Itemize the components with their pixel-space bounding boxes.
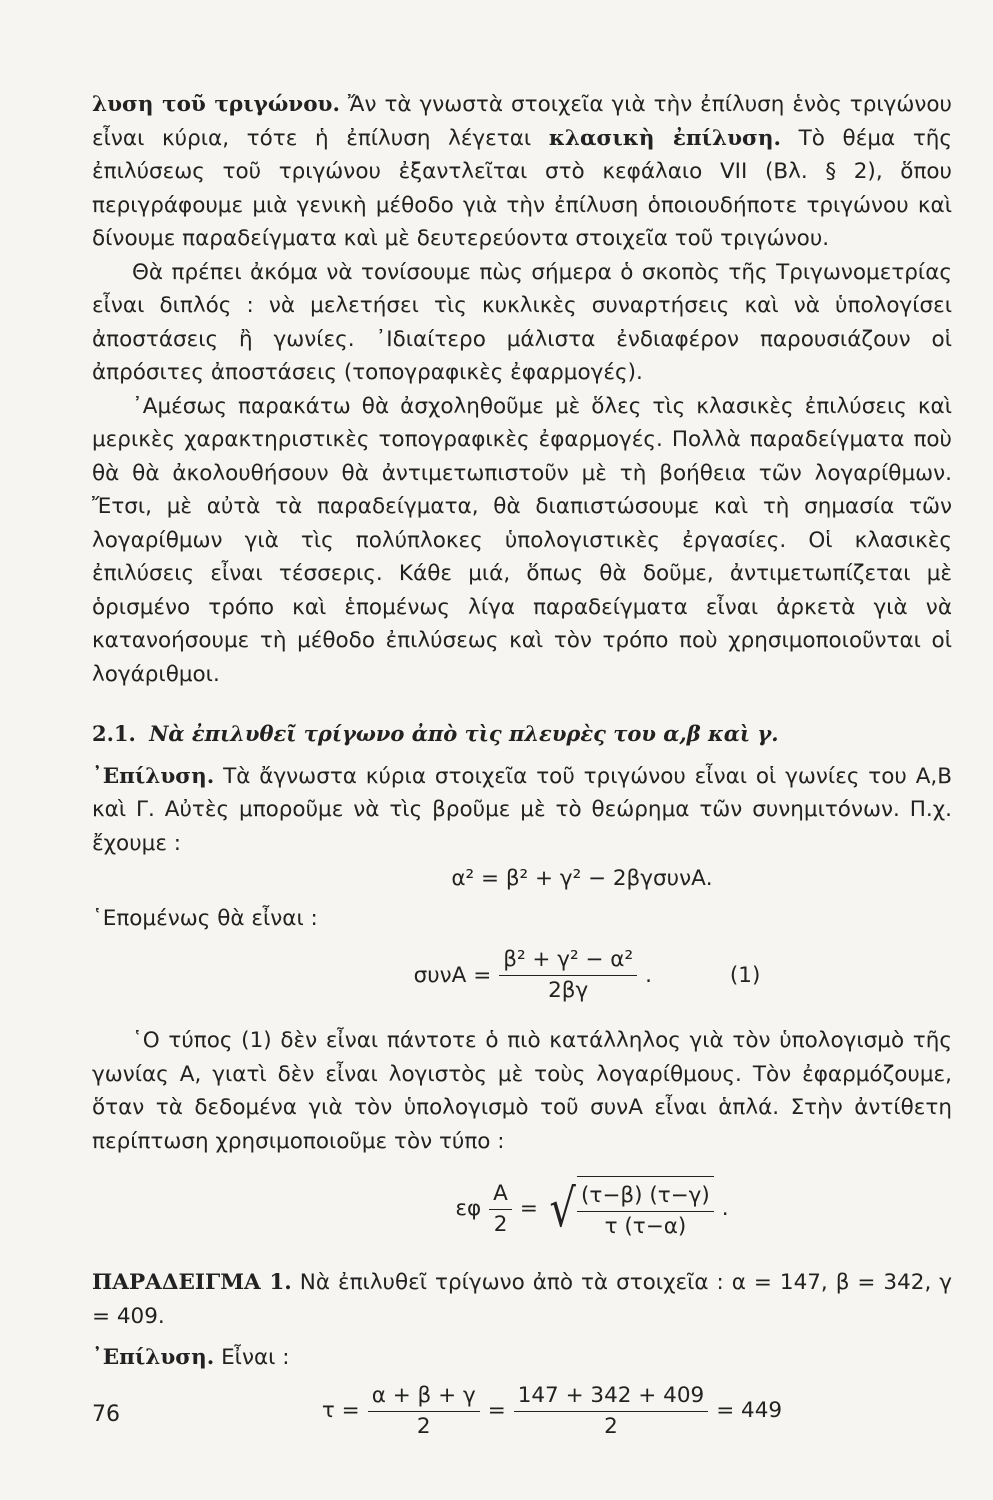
- intro-bold-mid: κλασικὴ ἐπίλυση.: [548, 125, 782, 151]
- page-number: 76: [92, 1402, 120, 1427]
- eq2-label: (1): [729, 962, 761, 988]
- eq3-equals: =: [519, 1196, 538, 1222]
- solution2-paragraph: [92, 1341, 952, 1375]
- eq4-equals: =: [487, 1398, 506, 1424]
- example-label: ΠΑΡΑΔΕΙΓΜΑ 1.: [92, 1270, 292, 1295]
- eq4-fraction-1: [368, 1381, 480, 1442]
- eq4-numerator-1: α + β + γ: [368, 1381, 480, 1412]
- square-root: [546, 1176, 714, 1242]
- eq4-numerator-2: 147 + 342 + 409: [514, 1381, 708, 1412]
- eq3-lhs-numerator: Α: [489, 1179, 512, 1210]
- eq2-fraction: [499, 945, 637, 1006]
- solution2-text: Εἶναι :: [214, 1345, 290, 1370]
- paragraph-3: ᾿Αμέσως παρακάτω θὰ ἀσχοληθοῦμε μὲ ὅλες τὶς κλασικὲς ἐπιλύσεις καὶ μερικὲς χαρακτηριστικὲς τοπογραφικὲς ἐφαρμογές. Πολλὰ παραδείγματα ποὺ θὰ θὰ ἀκολουθήσουν θὰ ἀντιμετωπιστοῦν μὲ τὴ βοήθεια τῶν λογαρίθμων. Ἔτσι, μὲ αὐτὰ τὰ παραδείγματα, θὰ διαπιστώσουμε καὶ τὴ σημασία τῶν λογαρίθμων γιὰ τὶς πολύπλοκες ὑπολογιστικὲς ἐργασίες. Οἱ κλασικὲς ἐπιλύσεις εἶναι τέσσερις. Κάθε μιά, ὅπως θὰ δοῦμε, ἀντιμετωπίζεται μὲ ὁρισμένο τρόπο καὶ ἑπομένως λίγα παραδείγματα εἶναι ἀρκετὰ γιὰ νὰ κατανοήσουμε τὴ μέθοδο ἐπιλύσεως καὶ τὸν τρόπο ποὺ χρησιμοποιοῦνται οἱ λογάριθμοι.: [92, 393, 952, 687]
- eq1-text: α² = β² + γ² − 2βγσυνΑ.: [451, 866, 713, 891]
- equation-law-of-cosines: [92, 862, 952, 896]
- eq3-rad-fraction: [577, 1181, 714, 1242]
- paragraph-2: Θὰ πρέπει ἀκόμα νὰ τονίσουμε πὼς σήμερα ὁ σκοπὸς τῆς Τριγωνομετρίας εἶναι διπλός : νὰ μελετήσει τὶς κυκλικὲς συναρτήσεις καὶ νὰ ὑπολογίσει ἀποστάσεις ἢ γωνίες. ᾿Ιδιαίτερο μάλιστα ἐνδιαφέρον παρουσιάζουν οἱ ἀπρόσιτες ἀποστάσεις (τοπογραφικὲς ἐφαρμογές).: [92, 259, 952, 385]
- example-text: Νὰ ἐπιλυθεῖ τρίγωνο ἀπὸ τὰ στοιχεῖα : α = 147, β = 342, γ = 409.: [92, 1270, 952, 1329]
- section-heading: [92, 717, 952, 752]
- example-paragraph: [92, 1266, 952, 1333]
- therefore-line: ῾Επομένως θὰ εἶναι :: [92, 905, 318, 931]
- radicand: [577, 1176, 714, 1242]
- radical-sign-icon: √: [549, 1179, 576, 1239]
- page-body: [92, 88, 952, 1442]
- eq2-lhs: συνΑ =: [413, 962, 492, 988]
- eq3-lhs-fraction: [489, 1179, 512, 1240]
- eq4-denominator-1: 2: [416, 1413, 431, 1439]
- solution-text: Τὰ ἄγνωστα κύρια στοιχεῖα τοῦ τριγώνου εἶναι οἱ γωνίες του Α,Β καὶ Γ. Αὐτὲς μποροῦμε νὰ τὶς βροῦμε μὲ τὸ θεώρημα τῶν συνημιτόνων. Π.χ. ἔχουμε :: [92, 763, 952, 856]
- eq2-numerator: β² + γ² − α²: [499, 945, 637, 976]
- eq3-end: .: [721, 1196, 729, 1222]
- intro-paragraph: [92, 88, 952, 256]
- solution-label: ᾿Επίλυση.: [92, 763, 215, 789]
- eq3-rad-numerator: (τ−β) (τ−γ): [577, 1181, 714, 1212]
- eq4-result: = 449: [716, 1398, 783, 1424]
- eq4-lhs: τ =: [321, 1398, 360, 1424]
- equation-semiperimeter: [92, 1381, 952, 1442]
- equation-1: [92, 945, 952, 1006]
- section-number: 2.1.: [92, 721, 136, 746]
- eq3-rad-denominator: τ (τ−α): [604, 1214, 687, 1239]
- intro-bold-start: λυση τοῦ τριγώνου.: [92, 92, 340, 117]
- eq2-end: .: [645, 962, 652, 988]
- solution2-label: ᾿Επίλυση.: [92, 1345, 215, 1370]
- intro-text-1: Ἄν τὰ γνωστὰ στοιχεῖα γιὰ τὴν ἐπίλυση ἑνὸς τριγώνου εἶναι κύρια, τότε ἡ ἐπίλυση λέγεται: [92, 92, 952, 151]
- paragraph-4: ῾Ο τύπος (1) δὲν εἶναι πάντοτε ὁ πιὸ κατάλληλος γιὰ τὸν ὑπολογισμὸ τῆς γωνίας Α, γιατὶ δὲν εἶναι λογιστὸς μὲ τοὺς λογαρίθμους. Τὸν ἐφαρμόζουμε, ὅταν τὰ δεδομένα γιὰ τὸν ὑπολογισμὸ τοῦ συνΑ εἶναι ἁπλά. Στὴν ἀντίθετη περίπτωση χρησιμοποιοῦμε τὸν τύπο :: [92, 1028, 952, 1154]
- section-title: Νὰ ἐπιλυθεῖ τρίγωνο ἀπὸ τὶς πλευρὲς του α,β καὶ γ.: [149, 721, 779, 746]
- eq4-denominator-2: 2: [604, 1413, 618, 1439]
- eq2-denominator: 2βγ: [548, 978, 589, 1003]
- eq3-lhs: εφ: [455, 1196, 482, 1222]
- solution-paragraph: [92, 760, 952, 861]
- intro-text-2: Τὸ θέμα τῆς ἐπιλύσεως τοῦ τριγώνου ἐξαντλεῖται στὸ κεφάλαιο VII (Βλ. § 2), ὅπου περιγράφουμε μιὰ γενικὴ μέθοδο γιὰ τὴν ἐπίλυση ὁποιουδήποτε τριγώνου καὶ δίνουμε παραδείγματα καὶ μὲ δευτερεύοντα στοιχεῖα τοῦ τριγώνου.: [92, 125, 953, 251]
- eq4-fraction-2: [514, 1381, 708, 1442]
- eq3-lhs-denominator: 2: [493, 1211, 508, 1237]
- equation-half-angle: [92, 1176, 952, 1242]
